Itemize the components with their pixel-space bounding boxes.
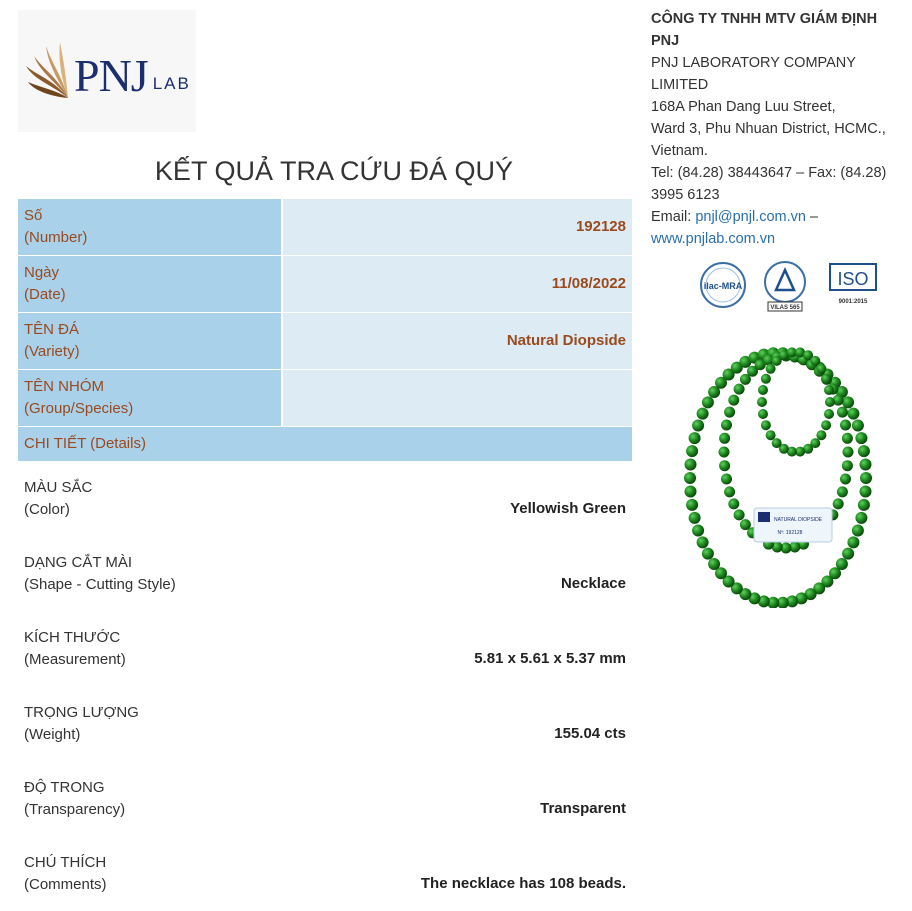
iso-icon [828, 260, 878, 294]
vilas-logo [762, 260, 808, 317]
label-en: (Color) [24, 500, 70, 518]
bead [860, 459, 872, 471]
bead [702, 548, 714, 560]
bead [719, 460, 730, 471]
bead [858, 445, 870, 457]
number-value: 192128 [282, 199, 632, 256]
bead [837, 486, 848, 497]
bead [761, 374, 771, 384]
email-prefix: Email: [651, 209, 696, 225]
bead [842, 548, 854, 560]
table-row [18, 313, 632, 370]
pnj-lab-logo [18, 10, 196, 132]
bead [852, 420, 864, 432]
vilas-text: VILAS 565 [770, 305, 800, 311]
table-row [18, 761, 632, 836]
bead [840, 474, 851, 485]
bead [860, 486, 872, 498]
vilas-icon [762, 260, 808, 312]
date-value: 11/08/2022 [282, 256, 632, 313]
contact-line [651, 206, 909, 228]
website-line [651, 228, 909, 250]
table-row [18, 199, 632, 256]
bead [758, 409, 768, 419]
website-link[interactable]: www.pnjlab.com.vn [651, 231, 776, 247]
ilac-text: ilac-MRA [703, 281, 743, 291]
bead [758, 385, 768, 395]
bead [719, 447, 730, 458]
label-vi: KÍCH THƯỚC [24, 628, 121, 646]
card-number: Nº: 192128 [777, 530, 803, 536]
label-vi: ĐỘ TRONG [24, 778, 105, 796]
shape-label [18, 536, 282, 611]
table-row [18, 256, 632, 313]
bead [689, 432, 701, 444]
result-table [18, 199, 632, 911]
bead [734, 509, 745, 520]
measurement-value: 5.81 x 5.61 x 5.37 mm [474, 649, 626, 667]
address-line-2: Ward 3, Phu Nhuan District, HCMC., Vietnam. [651, 121, 886, 159]
transparency-value: Transparent [540, 799, 626, 817]
ilac-mra-logo [698, 260, 748, 315]
bead [721, 474, 732, 485]
bead [816, 430, 826, 440]
bead [842, 433, 853, 444]
bead [816, 364, 826, 374]
bead [766, 430, 776, 440]
bead [724, 486, 735, 497]
iso-caption: 9001:2015 [838, 299, 868, 305]
bead [719, 433, 730, 444]
group-value [282, 370, 632, 427]
bead [847, 536, 859, 548]
label-vi: TRỌNG LƯỢNG [24, 703, 139, 721]
bead-strands [684, 347, 872, 608]
phone-fax: Tel: (84.28) 38443647 – Fax: (84.28) 3995 6123 [651, 165, 887, 203]
card-title: NATURAL DIOPSIDE [773, 517, 823, 523]
label-en: (Weight) [24, 725, 81, 743]
weight-label [18, 686, 282, 761]
ilac-mra-icon [698, 260, 748, 310]
bead [821, 374, 831, 384]
label-en: (Group/Species) [24, 400, 134, 417]
bead [837, 407, 848, 418]
bead [833, 498, 844, 509]
bead [686, 445, 698, 457]
label-vi: MÀU SẮC [24, 478, 93, 496]
bead [852, 525, 864, 537]
table-row [18, 536, 632, 611]
table-row [18, 370, 632, 427]
page-title: KẾT QUẢ TRA CỨU ĐÁ QUÝ [154, 156, 514, 186]
measurement-label [18, 611, 282, 686]
variety-label [18, 313, 282, 370]
card-logo [758, 512, 770, 522]
email-link[interactable]: pnjl@pnjl.com.vn [695, 209, 806, 225]
comments-label [18, 836, 282, 911]
label-en: (Shape - Cutting Style) [24, 575, 176, 593]
variety-value: Natural Diopside [282, 313, 632, 370]
company-info [651, 8, 909, 250]
separator: – [805, 209, 819, 225]
bead [721, 420, 732, 431]
certification-logos [698, 260, 878, 317]
bead [847, 408, 859, 420]
bead [824, 385, 834, 395]
bead [840, 420, 851, 431]
number-label [18, 199, 282, 256]
address-line-1: 168A Phan Dang Luu Street, [651, 99, 836, 115]
bead [684, 472, 696, 484]
bead [692, 525, 704, 537]
bead [842, 460, 853, 471]
iso-text: ISO [837, 269, 869, 289]
bead [821, 420, 831, 430]
certificate-card [754, 508, 832, 542]
table-row [18, 461, 632, 536]
bead [686, 499, 698, 511]
label-en: (Date) [24, 286, 66, 303]
bead [697, 408, 709, 420]
bead [810, 356, 820, 366]
bead [824, 409, 834, 419]
details-heading: CHI TIẾT (Details) [18, 427, 632, 462]
comments-value: The necklace has 108 beads. [420, 874, 626, 892]
details-section-row [18, 427, 632, 462]
bead [728, 395, 739, 406]
bead [734, 384, 745, 395]
bead [689, 512, 701, 524]
transparency-label [18, 761, 282, 836]
label-vi: TÊN ĐÁ [24, 321, 80, 338]
iso-logo [828, 260, 878, 305]
table-row [18, 686, 632, 761]
label-en: (Variety) [24, 343, 80, 360]
bead [772, 438, 782, 448]
bead [757, 397, 767, 407]
label-vi: Số [24, 207, 43, 224]
bead [825, 397, 835, 407]
label-en: (Comments) [24, 875, 107, 893]
bead [843, 447, 854, 458]
bead [702, 396, 714, 408]
bead [697, 536, 709, 548]
label-vi: Ngày [24, 264, 60, 281]
label-vi: DẠNG CẮT MÀI [24, 553, 133, 571]
date-label [18, 256, 282, 313]
label-vi: CHÚ THÍCH [24, 853, 107, 871]
bead [685, 486, 697, 498]
bead [685, 459, 697, 471]
shape-value: Necklace [560, 574, 626, 592]
label-en: (Measurement) [24, 650, 126, 668]
pnj-fan-icon [24, 36, 70, 106]
table-row [18, 836, 632, 911]
logo-suffix-text: LAB [152, 74, 191, 93]
bead [740, 519, 751, 530]
bead [855, 512, 867, 524]
color-value: Yellowish Green [510, 499, 626, 517]
table-row [18, 611, 632, 686]
color-label [18, 461, 282, 536]
label-en: (Number) [24, 229, 88, 246]
necklace-image [678, 330, 878, 608]
label-vi: TÊN NHÓM [24, 378, 104, 395]
necklace-photo [678, 330, 878, 608]
bead [855, 432, 867, 444]
bead [692, 420, 704, 432]
bead [708, 558, 720, 570]
company-name-en: PNJ LABORATORY COMPANY LIMITED [651, 55, 856, 93]
bead [860, 472, 872, 484]
company-name-vi: CÔNG TY TNHH MTV GIÁM ĐỊNH PNJ [651, 11, 878, 49]
bead [766, 364, 776, 374]
bead [858, 499, 870, 511]
bead [842, 396, 854, 408]
bead [761, 420, 771, 430]
group-label [18, 370, 282, 427]
bead [728, 498, 739, 509]
bead [724, 407, 735, 418]
label-en: (Transparency) [24, 800, 126, 818]
weight-value: 155.04 cts [554, 724, 626, 742]
logo-brand-text: PNJ [74, 50, 148, 101]
